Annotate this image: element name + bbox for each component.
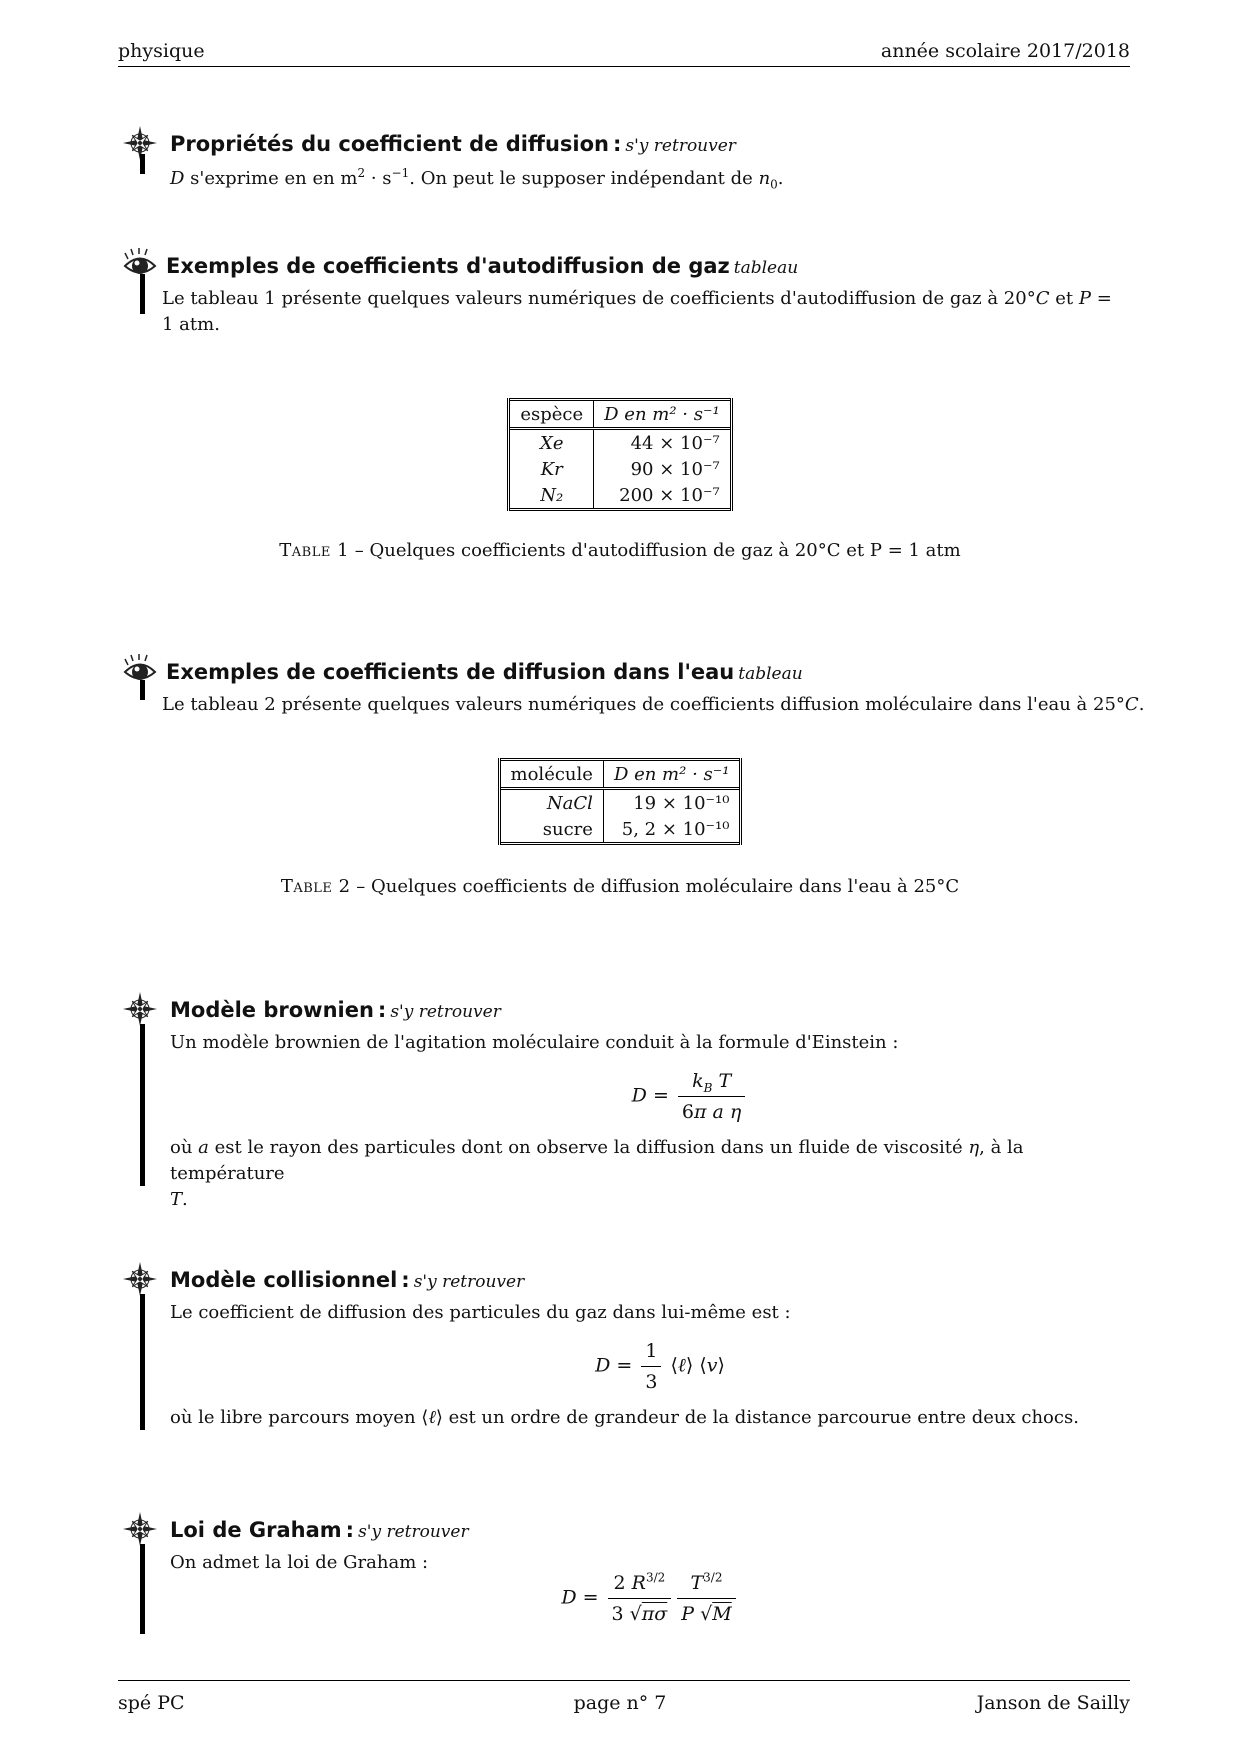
section-title <box>122 656 1132 690</box>
compass-rose-icon <box>122 991 158 1027</box>
table-header-cell: espèce <box>509 400 594 429</box>
table-cell: NaCl <box>499 789 603 817</box>
section-tag: s'y retrouver <box>358 1522 469 1542</box>
section-loi-graham <box>122 1514 1132 1625</box>
section-autodiffusion-gaz <box>122 250 1132 336</box>
section-tag: tableau <box>733 258 799 278</box>
section-bar <box>140 1024 145 1186</box>
table-row <box>509 429 731 457</box>
section-bar <box>140 274 145 314</box>
section-body: Le tableau 2 présente quelques valeurs numériques de coefficients diffusion moléculaire dans l'eau à 25°C. <box>162 694 1145 715</box>
section-title: Loi de Graham : s'y retrouver <box>122 1514 1132 1548</box>
header-rule <box>118 66 1130 67</box>
table-header-cell: D en m² · s⁻¹ <box>594 400 732 429</box>
footer-page-number: page n° 7 <box>573 1692 667 1714</box>
table-cell: 19 × 10⁻¹⁰ <box>603 789 741 817</box>
table-cell: Kr <box>509 456 594 482</box>
table-cell: N₂ <box>509 482 594 510</box>
compass-rose-icon <box>122 1511 158 1547</box>
table-row <box>509 482 731 510</box>
footer-left: spé PC <box>118 1692 185 1714</box>
section-bar <box>140 680 145 700</box>
compass-rose-icon <box>122 1261 158 1297</box>
table-header-cell: molécule <box>499 760 603 789</box>
section-bar <box>140 1544 145 1634</box>
table-1-wrapper <box>0 398 1240 511</box>
table-cell: Xe <box>509 429 594 457</box>
footer-rule <box>118 1680 1130 1681</box>
section-tag: s'y retrouver <box>625 136 736 156</box>
section-bar <box>140 154 145 174</box>
section-modele-brownien <box>122 994 1132 1211</box>
section-title <box>122 250 1132 284</box>
section-body: D s'exprime en en $m^2 \cdot s^{-1}$. On peut le supposer indépendant de $n_0$. <box>170 166 784 192</box>
table-row <box>509 456 731 482</box>
section-title-text: Modèle brownien <box>170 998 374 1022</box>
table-2-caption: Table 2 – Quelques coefficients de diffusion moléculaire dans l'eau à 25°C <box>280 876 960 897</box>
table-2 <box>498 758 743 845</box>
table-cell: 200 × 10⁻⁷ <box>594 482 732 510</box>
table-1 <box>507 398 732 511</box>
running-header-left: physique <box>118 40 205 62</box>
section-bar <box>140 1294 145 1430</box>
collision-formula: D = $\frac{1}{3}$ ⟨ℓ⟩ ⟨v⟩ <box>595 1340 725 1393</box>
table-cell: sucre <box>499 816 603 844</box>
table-cell: 5, 2 × 10⁻¹⁰ <box>603 816 741 844</box>
graham-formula: D = $\frac{2 R^{3/2}}{3 √\pi\sigma}$ $\frac{T^{3/2}}{P √M}$ <box>170 1570 1130 1627</box>
section-proprietes <box>122 128 1132 192</box>
section-title: Modèle collisionnel : s'y retrouver <box>122 1264 1132 1298</box>
section-body: Le tableau 1 présente quelques valeurs numériques de coefficients d'autodiffusion de gaz à 20°C et P = 1 atm. <box>162 288 1112 335</box>
table-1-caption: Table 1 – Quelques coefficients d'autodiffusion de gaz à 20°C et P = 1 atm <box>279 540 961 561</box>
section-title-text: Modèle collisionnel <box>170 1268 398 1292</box>
section-title: Propriétés du coefficient de diffusion : s'y retrouver <box>122 128 1132 162</box>
table-row <box>499 789 741 817</box>
running-header-right: année scolaire 2017/2018 <box>880 40 1130 62</box>
section-tag: tableau <box>738 664 803 684</box>
section-body: On admet la loi de Graham : D = $\frac{2 R^{3/2}}{3 √\pi\sigma}$ $\frac{T^{3/2}}{P √M}$ <box>170 1550 1130 1627</box>
footer-right: Janson de Sailly <box>976 1692 1130 1714</box>
table-header-row <box>509 400 731 429</box>
table-cell: 90 × 10⁻⁷ <box>594 456 732 482</box>
table-2-wrapper <box>0 758 1240 845</box>
section-title-text: Exemples de coefficients de diffusion dans l'eau <box>166 660 735 684</box>
section-body: Le coefficient de diffusion des particules du gaz dans lui-même est : D = $\frac{1}{3}$ ⟨ℓ⟩ ⟨v⟩ où le libre parcours moyen ⟨ℓ⟩ est un ordre de grandeur de la distance parcourue entre deux chocs. <box>170 1300 1130 1431</box>
section-tag: s'y retrouver <box>390 1002 501 1022</box>
section-title-text: Exemples de coefficients d'autodiffusion de gaz <box>166 254 730 278</box>
section-title: Modèle brownien : s'y retrouver <box>122 994 1132 1028</box>
section-title-text: Loi de Graham <box>170 1518 342 1542</box>
table-header-row <box>499 760 741 789</box>
table-header-cell: D en m² · s⁻¹ <box>603 760 741 789</box>
section-modele-collisionnel <box>122 1264 1132 1429</box>
section-body: Un modèle brownien de l'agitation moléculaire conduit à la formule d'Einstein : D = $\frac{k_B T}{\text{6π a η}}$ où a est le rayon des particules dont on observe la diffusion dans un fluide de viscosité η, à la température T. <box>170 1030 1130 1213</box>
einstein-formula: D = $\frac{k_B T}{\text{6π a η}}$ <box>170 1068 1130 1125</box>
table-row <box>499 816 741 844</box>
section-title-text: Propriétés du coefficient de diffusion <box>170 132 609 156</box>
section-tag: s'y retrouver <box>413 1272 525 1292</box>
table-cell: 44 × 10⁻⁷ <box>594 429 732 457</box>
section-diffusion-eau <box>122 656 1145 716</box>
